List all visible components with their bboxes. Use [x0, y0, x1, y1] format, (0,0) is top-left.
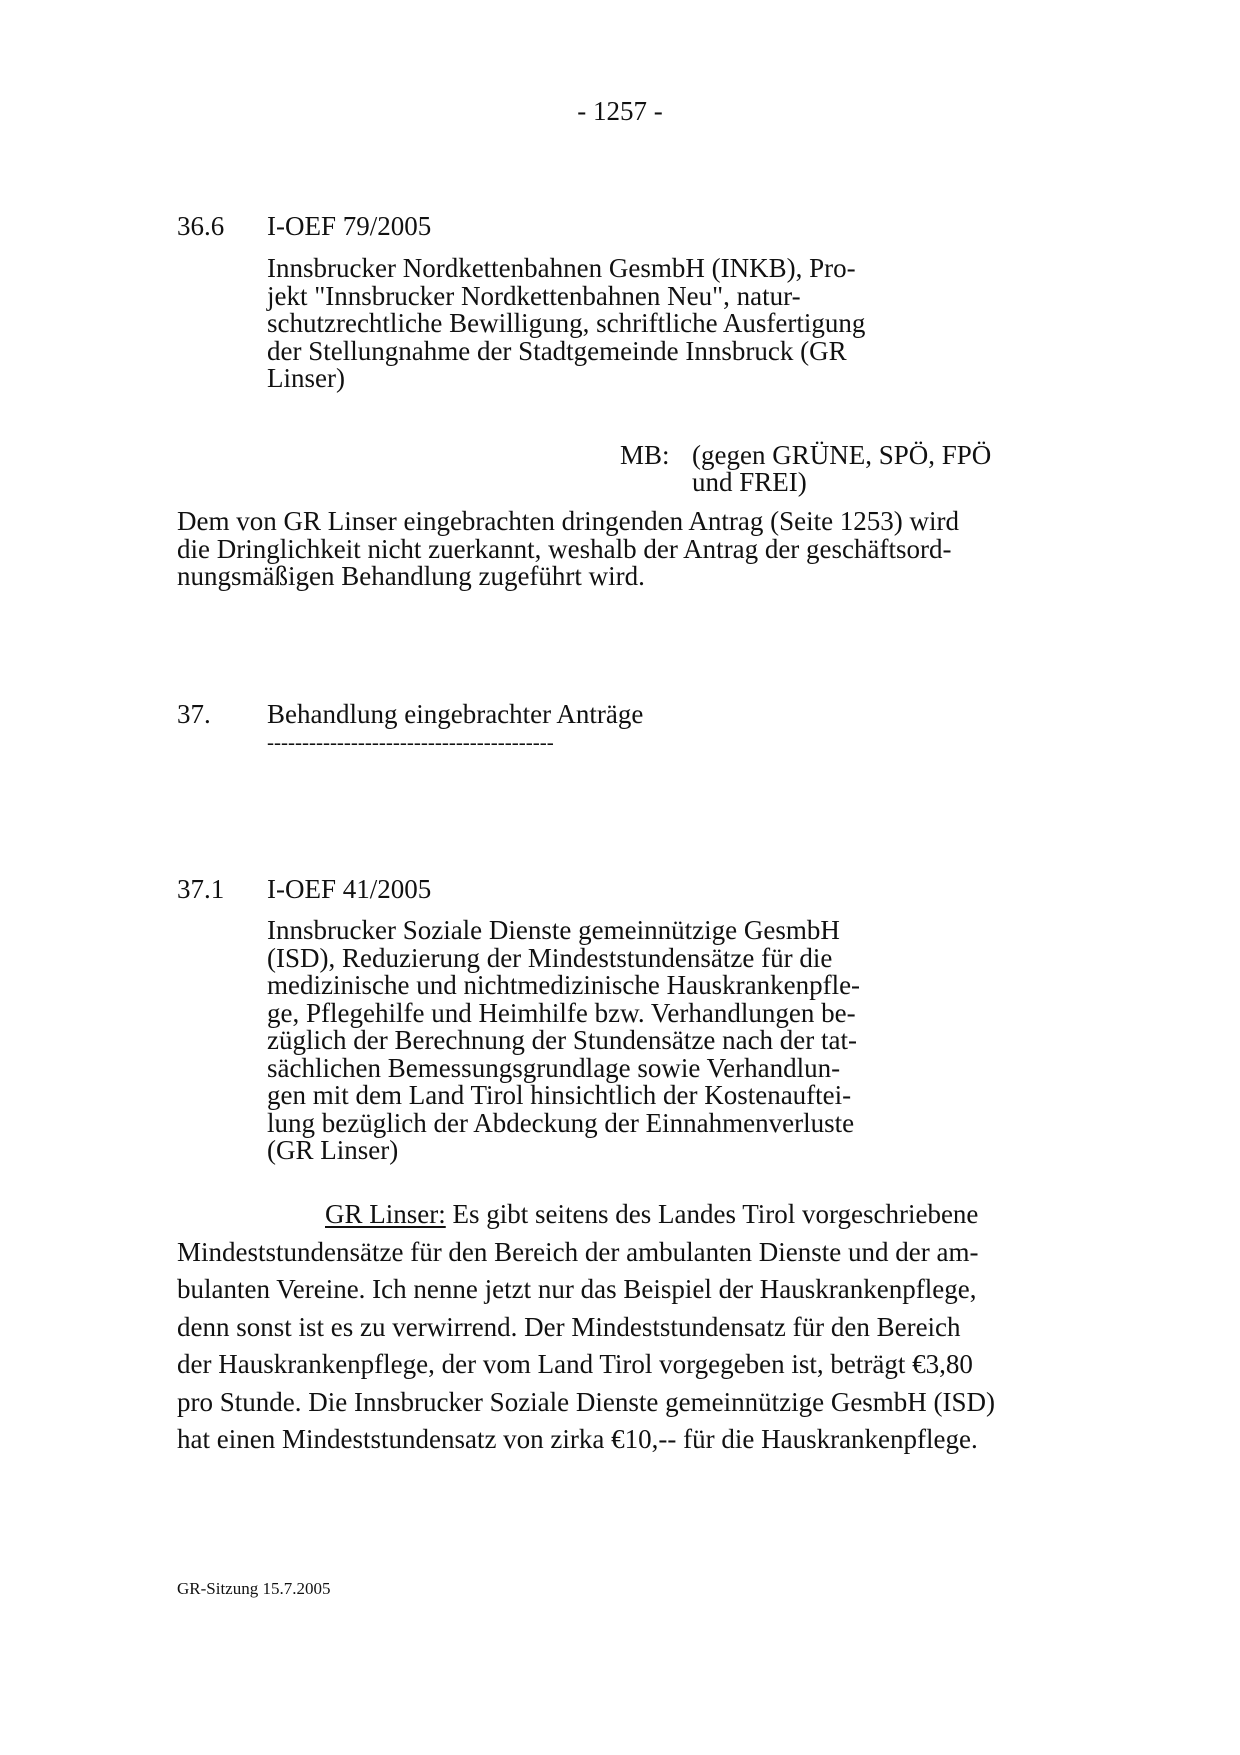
subject-line: ge, Pflegehilfe und Heimhilfe bzw. Verhandlungen be- [267, 997, 856, 1028]
decision-line: Dem von GR Linser eingebrachten dringenden Antrag (Seite 1253) wird [177, 506, 960, 536]
speech-line: Mindeststundensätze für den Bereich der ambulanten Dienste und der am- [177, 1236, 979, 1267]
subject-line: Innsbrucker Soziale Dienste gemeinnützige GesmbH [267, 915, 840, 945]
vote-result [692, 442, 991, 496]
speech-line: denn sonst ist es zu verwirrend. Der Mindeststundensatz für den Bereich [177, 1311, 961, 1342]
item-number-37-1: 37.1 [177, 874, 225, 904]
item-number-36-6: 36.6 [177, 211, 225, 241]
speech-paragraph [177, 1196, 995, 1459]
item-subject-36-6 [267, 255, 967, 393]
subject-line: gen mit dem Land Tirol hinsichtlich der Kostenauftei- [267, 1080, 852, 1110]
section-title-37: Behandlung eingebrachter Anträge [267, 699, 644, 729]
item-reference-36-6: I-OEF 79/2005 [267, 211, 432, 241]
subject-line: (GR Linser) [267, 1135, 399, 1165]
subject-line: Linser) [267, 363, 345, 393]
decision-paragraph [177, 508, 959, 591]
subject-line: züglich der Berechnung der Stundensätze nach der tat- [267, 1025, 858, 1055]
subject-line: medizinische und nichtmedizinische Hauskrankenpfle- [267, 970, 861, 1000]
speech-line: der Hauskrankenpflege, der vom Land Tirol vorgegeben ist, beträgt €3,80 [177, 1349, 973, 1379]
speech-line: hat einen Mindeststundensatz von zirka €10,-- für die Hauskrankenpflege. [177, 1424, 978, 1454]
decision-line: die Dringlichkeit nicht zuerkannt, weshalb der Antrag der geschäftsord- [177, 533, 952, 564]
page-number: - 1257 - [577, 96, 663, 126]
speech-first-line [177, 1196, 995, 1234]
speech-line: pro Stunde. Die Innsbrucker Soziale Dienste gemeinnützige GesmbH (ISD) [177, 1386, 996, 1417]
section-title-rule: ----------------------------------------- [267, 730, 554, 754]
subject-line: der Stellungnahme der Stadtgemeinde Innsbruck (GR [267, 335, 847, 366]
section-number-37: 37. [177, 699, 211, 729]
subject-line: schutzrechtliche Bewilligung, schriftliche Ausfertigung [267, 308, 866, 338]
subject-line: sächlichen Bemessungsgrundlage sowie Verhandlun- [267, 1052, 841, 1083]
speech-opening: Es gibt seitens des Landes Tirol vorgeschriebene [452, 1199, 979, 1229]
speaker-name: GR Linser: [325, 1199, 446, 1229]
subject-line: jekt "Innsbrucker Nordkettenbahnen Neu", natur- [267, 280, 801, 311]
vote-line: und FREI) [692, 467, 807, 497]
vote-line: (gegen GRÜNE, SPÖ, FPÖ [692, 440, 992, 470]
subject-line: (ISD), Reduzierung der Mindeststundensätze für die [267, 942, 833, 973]
speech-line: bulanten Vereine. Ich nenne jetzt nur das Beispiel der Hauskrankenpflege, [177, 1274, 977, 1304]
subject-line: lung bezüglich der Abdeckung der Einnahmenverluste [267, 1107, 855, 1138]
item-subject-37-1 [267, 917, 967, 1165]
decision-line: nungsmäßigen Behandlung zugeführt wird. [177, 561, 645, 591]
vote-label: MB: [620, 440, 670, 470]
page-footer: GR-Sitzung 15.7.2005 [177, 1579, 331, 1598]
subject-line: Innsbrucker Nordkettenbahnen GesmbH (INKB), Pro- [267, 253, 856, 283]
item-reference-37-1: I-OEF 41/2005 [267, 874, 432, 904]
